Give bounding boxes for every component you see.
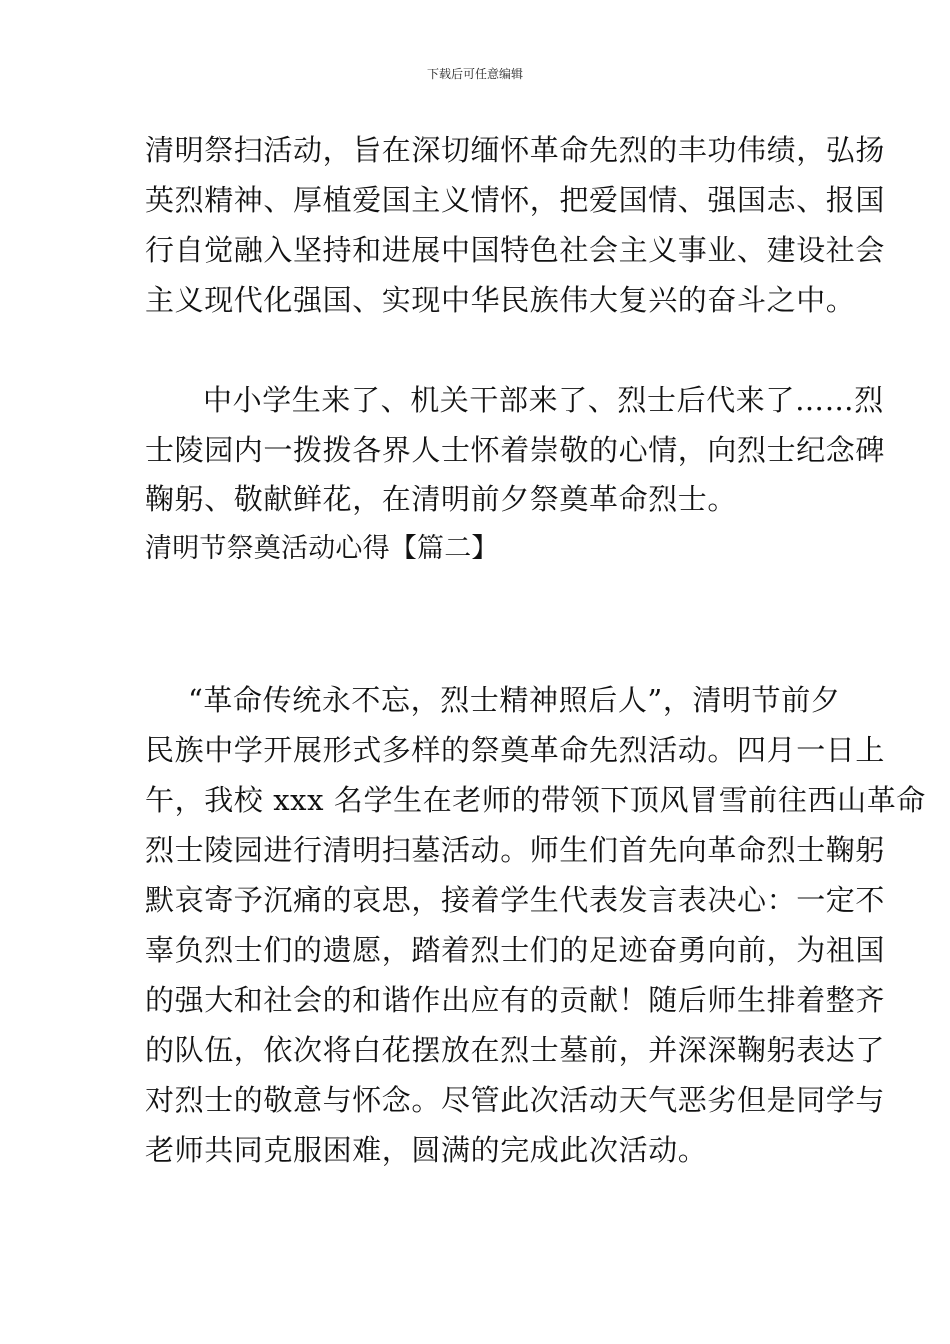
paragraph3-line-5: 默哀寄予沉痛的哀思，接着学生代表发言表决心：一定不	[145, 883, 886, 917]
section-title: 清明节祭奠活动心得【篇二】	[145, 533, 499, 564]
paragraph3-line-9: 对烈士的敬意与怀念。尽管此次活动天气恶劣但是同学与	[145, 1083, 886, 1117]
paragraph2-line-1: 中小学生来了、机关干部来了、烈士后代来了……烈	[203, 383, 884, 417]
paragraph1-line-4: 主义现代化强国、实现中华民族伟大复兴的奋斗之中。	[145, 283, 856, 317]
paragraph1-line-3: 行自觉融入坚持和进展中国特色社会主义事业、建设社会	[145, 233, 886, 267]
paragraph1-line-1: 清明祭扫活动，旨在深切缅怀革命先烈的丰功伟绩，弘扬	[145, 133, 886, 167]
paragraph3-line-2: 民族中学开展形式多样的祭奠革命先烈活动。四月一日上	[145, 733, 886, 767]
paragraph3-line-3: 午，我校 xxx 名学生在老师的带领下顶风冒雪前往西山革命	[145, 783, 926, 817]
paragraph3-line-7: 的强大和社会的和谐作出应有的贡献！随后师生排着整齐	[145, 983, 886, 1017]
paragraph3-line-4: 烈士陵园进行清明扫墓活动。师生们首先向革命烈士鞠躬	[145, 833, 886, 867]
paragraph2-line-2: 士陵园内一拨拨各界人士怀着崇敬的心情，向烈士纪念碑	[145, 433, 886, 467]
paragraph3-line-10: 老师共同克服困难，圆满的完成此次活动。	[145, 1133, 708, 1167]
paragraph1-line-2: 英烈精神、厚植爱国主义情怀，把爱国情、强国志、报国	[145, 183, 886, 217]
paragraph3-line-1: “革命传统永不忘，烈士精神照后人”，清明节前夕	[188, 683, 841, 717]
paragraph3-line-8: 的队伍，依次将白花摆放在烈士墓前，并深深鞠躬表达了	[145, 1033, 886, 1067]
paragraph2-line-3: 鞠躬、敬献鲜花，在清明前夕祭奠革命烈士。	[145, 482, 738, 516]
paragraph3-line-6: 辜负烈士们的遗愿，踏着烈士们的足迹奋勇向前，为祖国	[145, 933, 886, 967]
page-header: 下载后可任意编辑	[426, 67, 523, 81]
